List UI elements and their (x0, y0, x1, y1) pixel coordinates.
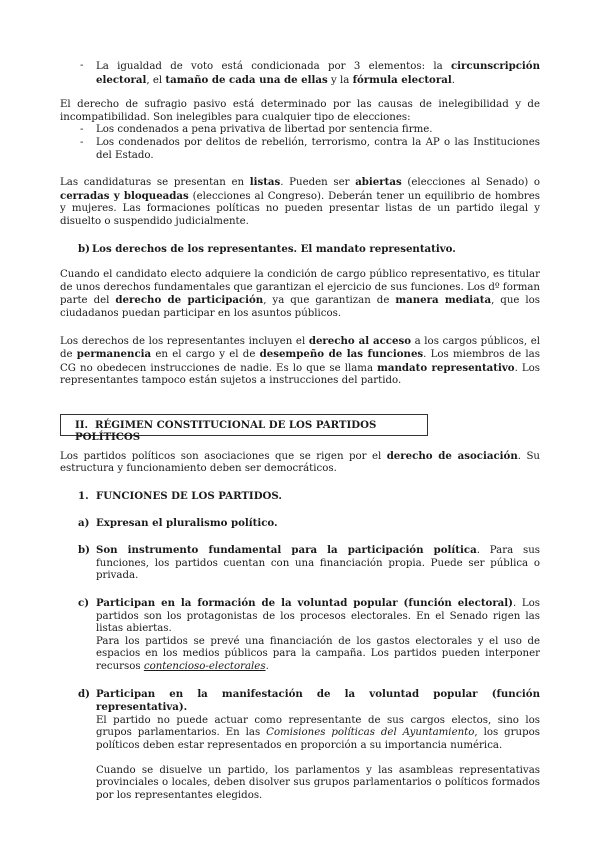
text: Las candidaturas se presentan en (60, 177, 250, 189)
item-label: b) (78, 544, 90, 557)
item-b (60, 544, 540, 583)
item-title: Participan en la formación de la voluntad popular (función electoral) (96, 597, 513, 610)
subheading-title: FUNCIONES DE LOS PARTIDOS. (96, 490, 282, 503)
item-c (60, 597, 540, 674)
bullet-dash: - (80, 136, 84, 148)
paragraph-candidate (60, 269, 540, 320)
text: a los cargos públicos, el de (60, 335, 540, 361)
text: , el (146, 74, 166, 86)
bold-term: derecho al acceso (308, 334, 412, 347)
subheading-functions (60, 490, 540, 503)
bold-term: fórmula electoral (352, 73, 452, 86)
underlined-term: contencioso-electorales (143, 661, 266, 672)
item-text: . (265, 661, 269, 672)
text: Los partidos políticos son asociaciones que se rigen por el (60, 450, 387, 462)
item-text: . Los partidos son los protagonistas de los procesos electorales. En el Senado rigen las listas abiertas. (96, 598, 540, 635)
document-page (60, 60, 540, 802)
bold-term: manera mediata (395, 294, 492, 307)
text: . (451, 74, 455, 86)
item-text: Cuando se disuelve un partido, los parlamentos y las asambleas representativas provinciales o locales, deben disolver sus grupos parlamentarios o políticos formados por los representantes elegidos. (96, 764, 540, 801)
item-label: a) (78, 516, 90, 529)
bold-term: derecho de asociación (386, 449, 518, 462)
bold-term: mandato representativo (377, 361, 515, 374)
item-text: El partido no puede actuar como representante de sus cargos electos, sino los grupos parlamentarios. En las (96, 714, 540, 739)
heading-representatives-rights (60, 243, 540, 256)
bullet-dash: - (80, 124, 84, 136)
item-title: Expresan el pluralismo político. (96, 516, 278, 529)
list-item (60, 137, 540, 162)
item-text: Para los partidos se prevé una financiación de los gastos electorales y el uso de espacios en los medios públicos para la campaña. Los partidos pueden interponer recursos (96, 635, 540, 672)
text: en el cargo y el de (151, 349, 260, 361)
text: . Su estructura y funcionamiento deben ser democráticos. (60, 450, 540, 475)
paragraph-candidaturas (60, 176, 540, 228)
bold-term: derecho de participación (115, 294, 264, 307)
item-a (60, 517, 540, 531)
item-d (60, 688, 540, 803)
text: Cuando el candidato electo adquiere la condición de cargo público representativo, es titular de unos derechos fundamentales que garantizan el ejercicio de sus funciones. Los dº forman parte del (60, 269, 540, 307)
text: . Los miembros de las CG no obedecen instrucciones de nadie. Es lo que se llama (60, 349, 540, 374)
section-title: RÉGIMEN CONSTITUCIONAL DE LOS PARTIDOS POLÍTICOS (75, 418, 377, 444)
text: y la (327, 74, 353, 86)
heading-text: Los derechos de los representantes. El mandato representativo. (92, 242, 456, 255)
bold-term: cerradas y bloqueadas (60, 189, 189, 202)
text: . Los representantes tampoco están sujetos a instrucciones del partido. (60, 362, 540, 387)
text: . Pueden ser (280, 177, 356, 189)
subheading-number: 1. (78, 490, 89, 503)
text: Los derechos de los representantes incluyen el (60, 335, 309, 347)
bold-term: listas (249, 176, 281, 189)
bold-term: circunscripción electoral (96, 60, 540, 86)
item-label: d) (78, 687, 90, 700)
bold-term: permanencia (76, 348, 152, 361)
bullet-dash: - (80, 60, 84, 71)
item-label: c) (78, 597, 90, 610)
list-item (60, 124, 540, 137)
heading-label: b) (78, 242, 90, 255)
bold-term: desempeño de las funciones (259, 348, 424, 361)
section-number: II. (75, 418, 89, 431)
paragraph-parties (60, 450, 540, 476)
section-heading-box (60, 414, 428, 444)
bullet-voting-equality (60, 60, 540, 87)
paragraph-rights (60, 335, 540, 388)
paragraph-passive-suffrage: El derecho de sufragio pasivo está determinado por las causas de inelegibilidad y de incompatibilidad. Son inelegibles para cualquier tipo de elecciones: (60, 99, 540, 123)
bold-term: tamaño de cada una de ellas (165, 73, 328, 86)
item-title: Participan en la manifestación de la voluntad popular (función representativa). (96, 687, 540, 714)
bold-term: abiertas (355, 176, 402, 189)
list-item-text: Los condenados a pena privativa de libertad por sentencia firme. (96, 124, 433, 136)
list-item-text: Los condenados por delitos de rebelión, terrorismo, contra la AP o las Instituciones del Estado. (96, 136, 540, 161)
item-title: Son instrumento fundamental para la participación política (96, 544, 477, 557)
text: (elecciones al Congreso). Deberán tener un equilibrio de hombres y mujeres. Las formaciones políticas no pueden presentar listas de un partido ilegal y disuelto o suspendido judicialmente. (60, 190, 540, 227)
text: , que los ciudadanos puedan participar en los asuntos públicos. (60, 295, 541, 319)
text: , ya que garantizan de (263, 295, 396, 307)
text: (elecciones al Senado) o (401, 177, 541, 189)
italic-term: Comisiones políticas del Ayuntamiento (266, 727, 475, 739)
text: La igualdad de voto está condicionada por 3 elementos: la (96, 61, 451, 72)
item-text: , los grupos políticos deben estar representados en proporción a su importancia numérica. (96, 727, 540, 751)
item-text: . Para sus funciones, los partidos cuentan con una financiación propia. Puede ser pública o privada. (96, 545, 540, 582)
